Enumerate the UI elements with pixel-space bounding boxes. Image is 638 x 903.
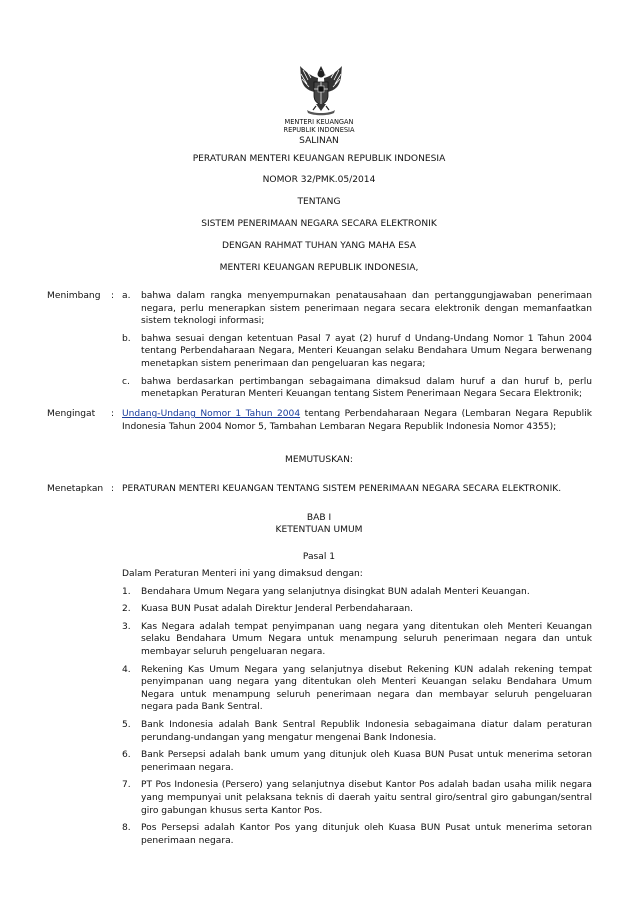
item-text: bahwa berdasarkan pertimbangan sebagaimana dimaksud dalam huruf a dan huruf b, perlu menetapkan Peraturan Menteri Keuangan tentang Sistem Penerimaan Negara Secara Elektronik; [141, 376, 592, 400]
regulation-title: PERATURAN MENTERI KEUANGAN REPUBLIK INDONESIA [192, 154, 446, 164]
item-marker: 8. [122, 823, 131, 834]
list-item [122, 822, 592, 847]
blessing-line: DENGAN RAHMAT TUHAN YANG MAHA ESA [221, 241, 417, 251]
list-item [122, 586, 592, 599]
item-text: Kas Negara adalah tempat penyimpanan uang negara yang ditentukan oleh Menteri Keuangan selaku Bendahara Umum Negara untuk menampung seluruh penerimaan negara dan untuk membayar seluruh pengeluaran negara. [141, 621, 592, 657]
list-item [122, 621, 592, 659]
item-marker: 4. [122, 664, 131, 675]
item-text: bahwa sesuai dengan ketentuan Pasal 7 ayat (2) huruf d Undang-Undang Nomor 1 Tahun 2004 tentang Perbendaharaan Negara, Menteri Keuangan selaku Bendahara Umum Negara berwenang menetapkan sistem penerimaan dan pengeluaran kas negara; [141, 333, 592, 369]
menimbang-label: Menimbang [47, 291, 101, 301]
menimbang-list [122, 290, 592, 401]
item-text: Pos Persepsi adalah Kantor Pos yang ditunjuk oleh Kuasa BUN Pusat untuk menerima setoran penerimaan negara. [141, 823, 592, 846]
pasal-definitions [122, 568, 592, 847]
list-item [122, 603, 592, 616]
bab-number: BAB I [306, 513, 332, 523]
letterhead-line-2: REPUBLIK INDONESIA [283, 126, 355, 134]
item-marker: 2. [122, 604, 131, 615]
tentang-label: TENTANG [297, 197, 341, 207]
list-item [122, 290, 592, 328]
garuda-emblem-icon [296, 64, 346, 116]
item-text: bahwa dalam rangka menyempurnakan penatausahaan dan pertanggungjawaban penerimaan negara, perlu menerapkan sistem penerimaan negara secara elektronik dengan memanfaatkan sistem teknologi informasi; [141, 291, 592, 327]
item-text: PT Pos Indonesia (Persero) yang selanjutnya disebut Kantor Pos adalah badan usaha milik negara yang mempunyai unit pelaksana teknis di daerah yaitu sentral giro/sentral giro gabungan/sentral giro gabungan khusus serta Kantor Pos. [141, 780, 592, 816]
item-text: Bank Persepsi adalah bank umum yang ditunjuk oleh Kuasa BUN Pusat untuk menerima setoran penerimaan negara. [141, 750, 592, 773]
item-text: Rekening Kas Umum Negara yang selanjutnya disebut Rekening KUN adalah rekening tempat penyimpanan uang negara yang ditentukan oleh Menteri Keuangan selaku Bendahara Umum Negara untuk menampung seluruh penerimaan negara dan membayar seluruh pengeluaran negara pada Bank Sentral. [141, 664, 592, 713]
item-marker: a. [122, 291, 131, 301]
list-item [122, 376, 592, 401]
menetapkan-text: PERATURAN MENTERI KEUANGAN TENTANG SISTEM PENERIMAAN NEGARA SECARA ELEKTRONIK. [122, 484, 562, 494]
item-marker: b. [122, 333, 131, 344]
memutuskan-label: MEMUTUSKAN: [285, 455, 353, 465]
bab-title: KETENTUAN UMUM [275, 525, 363, 535]
item-marker: 1. [122, 586, 131, 597]
pasal-intro: Dalam Peraturan Menteri ini yang dimaksud dengan: [122, 569, 363, 579]
mengingat-text [122, 408, 592, 433]
item-marker: c. [122, 376, 130, 387]
item-text: Bank Indonesia adalah Bank Sentral Republik Indonesia sebagaimana diatur dalam peraturan perundang-undangan yang mengatur mengenai Bank Indonesia. [141, 719, 592, 743]
list-item [122, 664, 592, 714]
menimbang-colon: : [111, 291, 115, 301]
list-item [122, 749, 592, 774]
mengingat-rest-text: tentang Perbendaharaan Negara (Lembaran Negara Republik Indonesia Tahun 2004 Nomor 5, Tambahan Lembaran Negara Republik Indonesia Nomor 4355); [122, 409, 593, 432]
regulation-number: NOMOR 32/PMK.05/2014 [262, 175, 376, 185]
mengingat-label: Mengingat [47, 409, 96, 419]
item-text: Kuasa BUN Pusat adalah Direktur Jenderal Perbendaharaan. [141, 604, 414, 615]
mengingat-colon: : [111, 409, 115, 419]
letterhead-line-1: MENTERI KEUANGAN [284, 118, 354, 126]
menetapkan-colon: : [111, 484, 115, 494]
list-item [122, 333, 592, 371]
issuer-line: MENTERI KEUANGAN REPUBLIK INDONESIA, [219, 263, 419, 273]
item-marker: 3. [122, 621, 131, 632]
item-marker: 6. [122, 750, 131, 761]
list-item [122, 719, 592, 744]
item-text: Bendahara Umum Negara yang selanjutnya disingkat BUN adalah Menteri Keuangan. [141, 586, 530, 597]
item-marker: 7. [122, 780, 131, 791]
salinan-label: SALINAN [299, 136, 339, 146]
item-marker: 5. [122, 719, 131, 730]
pasal-title: Pasal 1 [302, 552, 336, 562]
undang-undang-link[interactable]: Undang-Undang Nomor 1 Tahun 2004 [122, 409, 301, 419]
menetapkan-label: Menetapkan [47, 484, 104, 494]
list-item [122, 779, 592, 817]
regulation-subject: SISTEM PENERIMAAN NEGARA SECARA ELEKTRONIK [201, 219, 437, 229]
